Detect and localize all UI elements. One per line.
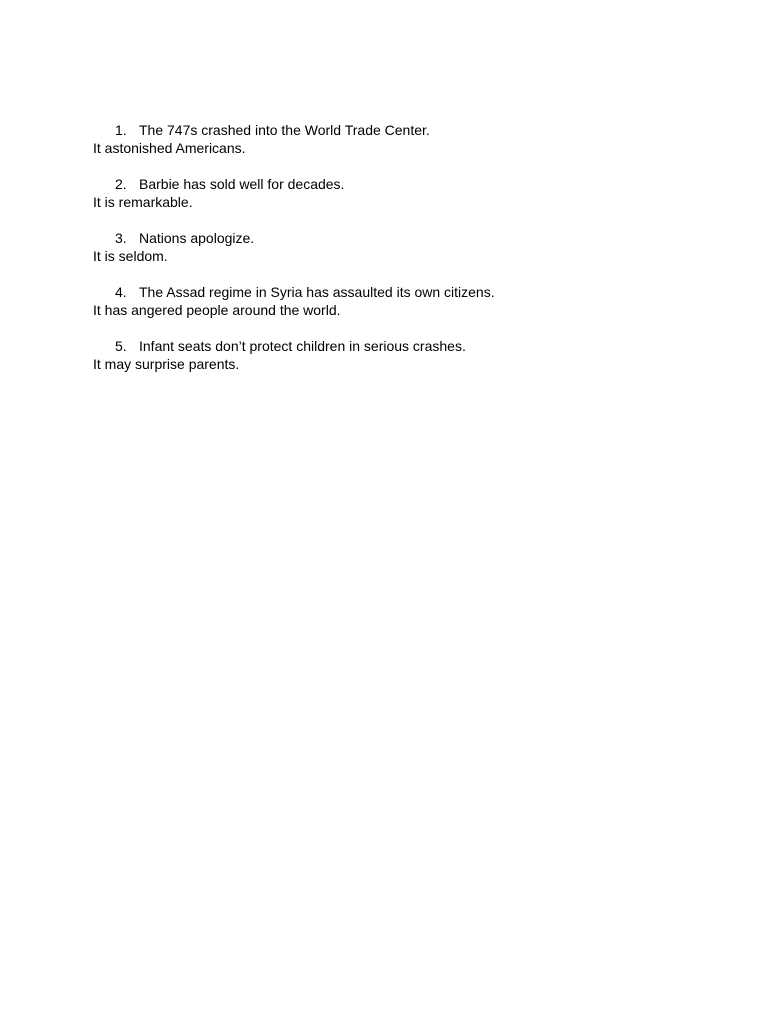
item-number: 4. <box>115 284 127 300</box>
item-number: 2. <box>115 176 127 192</box>
item-main-line <box>93 229 713 247</box>
list-item <box>93 121 713 157</box>
item-sentence: Barbie has sold well for decades. <box>139 176 345 192</box>
item-sentence: The Assad regime in Syria has assaulted its own citizens. <box>139 284 495 300</box>
item-followup: It is remarkable. <box>93 194 193 210</box>
item-number: 3. <box>115 230 127 246</box>
item-followup: It has angered people around the world. <box>93 302 341 318</box>
list-item <box>93 283 713 319</box>
item-main-line <box>93 283 713 301</box>
item-main-line <box>93 337 713 355</box>
list-item <box>93 175 713 211</box>
item-sentence: Infant seats don’t protect children in serious crashes. <box>139 338 466 354</box>
list-item <box>93 229 713 265</box>
item-followup: It astonished Americans. <box>93 140 246 156</box>
item-followup: It may surprise parents. <box>93 356 240 372</box>
item-followup: It is seldom. <box>93 248 168 264</box>
item-main-line <box>93 175 713 193</box>
item-sentence: The 747s crashed into the World Trade Center. <box>139 122 430 138</box>
item-sentence: Nations apologize. <box>139 230 255 246</box>
item-number: 5. <box>115 338 127 354</box>
item-number: 1. <box>115 122 127 138</box>
item-main-line <box>93 121 713 139</box>
list-item <box>93 337 713 373</box>
exercise-list <box>93 121 713 391</box>
